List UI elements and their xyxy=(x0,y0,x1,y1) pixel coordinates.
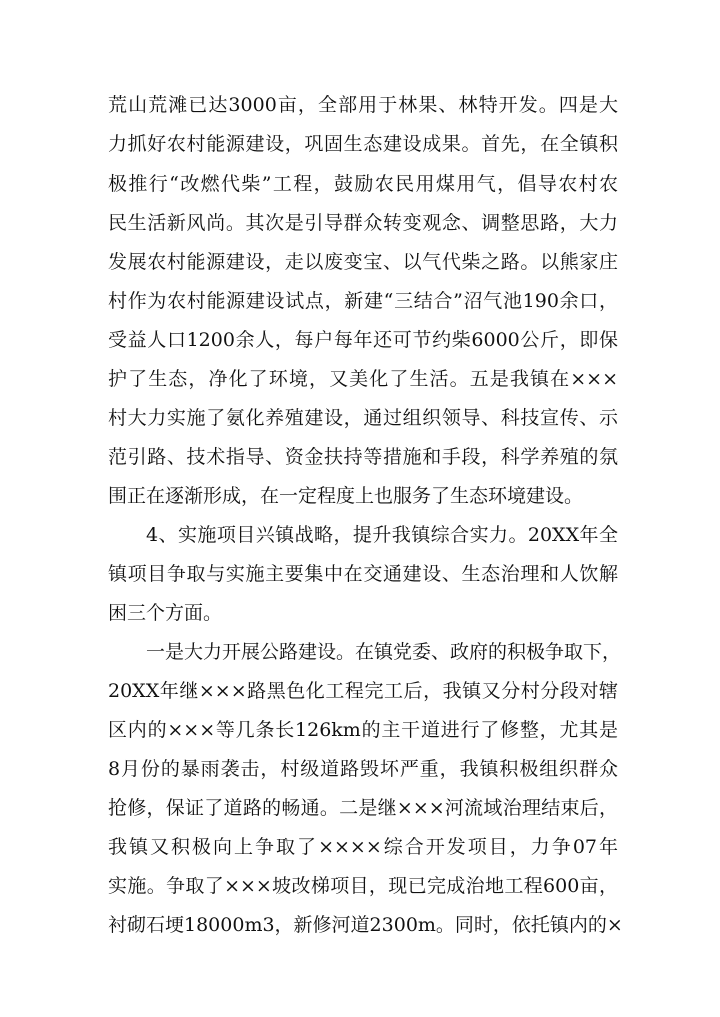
text-line: 我镇又积极向上争取了××××综合开发项目，力争07年 xyxy=(108,836,618,858)
text-line: 区内的×××等几条长126km的主干道进行了修整，尤其是 xyxy=(108,719,618,741)
text-line: 抢修，保证了道路的畅通。二是继×××河流域治理结束后， xyxy=(108,797,618,819)
text-line: 护了生态，净化了环境，又美化了生活。五是我镇在××× xyxy=(108,368,618,390)
text-line: 范引路、技术指导、资金扶持等措施和手段，科学养殖的氛 xyxy=(108,446,618,468)
section-heading-line: 4、实施项目兴镇战略，提升我镇综合实力。20XX年全 xyxy=(146,524,618,546)
text-line: 村大力实施了氨化养殖建设，通过组织领导、科技宣传、示 xyxy=(108,407,618,429)
text-line: 村作为农村能源建设试点，新建“三结合”沼气池190余口， xyxy=(108,290,618,312)
text-line: 力抓好农村能源建设，巩固生态建设成果。首先，在全镇积 xyxy=(108,133,618,155)
text-line: 围正在逐渐形成，在一定程度上也服务了生态环境建设。 xyxy=(108,485,584,507)
text-line: 20XX年继×××路黑色化工程完工后，我镇又分村分段对辖 xyxy=(108,680,618,702)
text-line: 困三个方面。 xyxy=(108,602,223,624)
text-line: 民生活新风尚。其次是引导群众转变观念、调整思路，大力 xyxy=(108,212,618,234)
text-line: 荒山荒滩已达3000亩，全部用于林果、林特开发。四是大 xyxy=(108,94,618,116)
text-line: 极推行“改燃代柴”工程，鼓励农民用煤用气，倡导农村农 xyxy=(108,173,618,195)
text-line: 镇项目争取与实施主要集中在交通建设、生态治理和人饮解 xyxy=(108,563,618,585)
text-line: 衬砌石埂18000m3，新修河道2300m。同时，依托镇内的× xyxy=(108,914,623,936)
paragraph-first-line: 一是大力开展公路建设。在镇党委、政府的积极争取下， xyxy=(146,641,622,663)
text-line: 发展农村能源建设，走以废变宝、以气代柴之路。以熊家庄 xyxy=(108,251,618,273)
text-line: 8月份的暴雨袭击，村级道路毁坏严重，我镇积极组织群众 xyxy=(108,758,618,780)
text-line: 受益人口1200余人，每户每年还可节约柴6000公斤，即保 xyxy=(108,329,618,351)
text-line: 实施。争取了×××坡改梯项目，现已完成治地工程600亩， xyxy=(108,875,618,897)
